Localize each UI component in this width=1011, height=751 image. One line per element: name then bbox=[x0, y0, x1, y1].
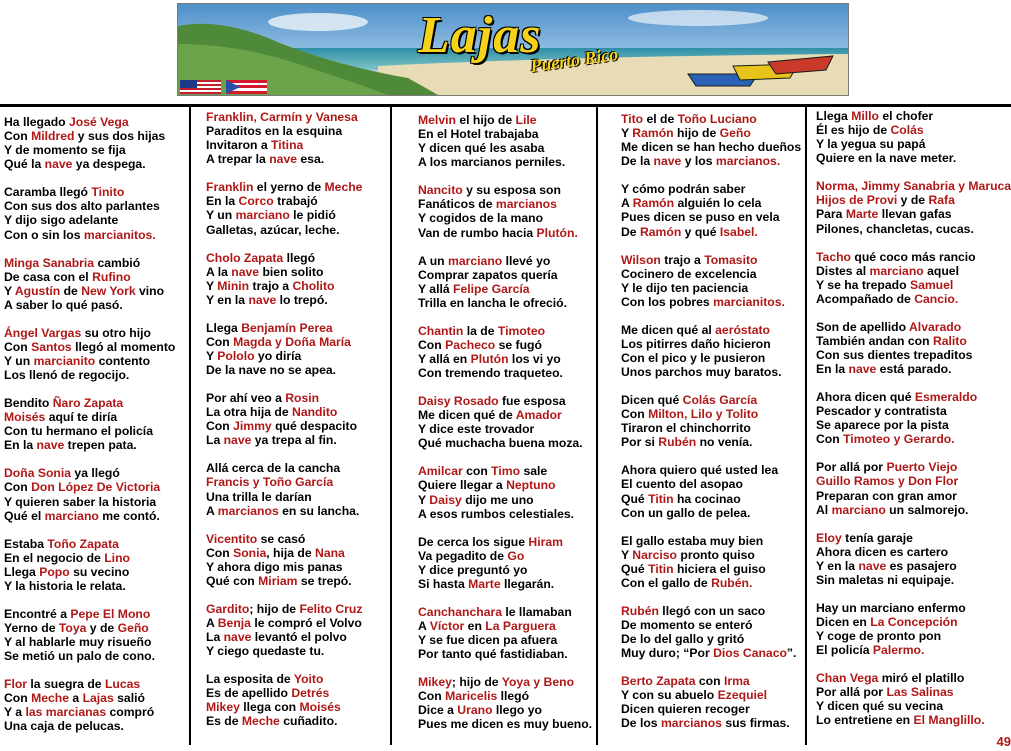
stanza bbox=[4, 677, 187, 733]
stanza bbox=[816, 250, 1009, 306]
verse-line: Galletas, azúcar, leche. bbox=[206, 222, 340, 237]
stanza bbox=[4, 326, 187, 382]
verse-line: Va pegadito de Go bbox=[418, 548, 525, 563]
stanza bbox=[4, 256, 187, 312]
stanza bbox=[621, 463, 803, 519]
stanza bbox=[418, 464, 594, 520]
verse-line: Son de apellido Alvarado bbox=[816, 319, 962, 334]
verse-line: Ángel Vargas su otro hijo bbox=[4, 325, 151, 340]
verse-line: Y se ha trepado Samuel bbox=[816, 277, 954, 292]
stanza bbox=[418, 394, 594, 450]
verse-line: Y Pololo yo diría bbox=[206, 348, 302, 363]
verse-line: Con Jimmy qué despacito bbox=[206, 419, 358, 434]
column-divider bbox=[189, 107, 191, 745]
verse-line: Por tanto qué fastidiaban. bbox=[418, 647, 568, 662]
verse-line: Nancito y su esposa son bbox=[418, 183, 561, 198]
verse-line: Los pitirres daño hicieron bbox=[621, 336, 771, 351]
verse-column-5 bbox=[816, 109, 1009, 745]
verse-line: Con Mildred y sus dos hijas bbox=[4, 129, 166, 144]
verse-line: Tito el de Toño Luciano bbox=[621, 112, 757, 126]
verse-line: Si hasta Marte llegarán. bbox=[418, 576, 555, 591]
verse-line: Pilones, chancletas, cucas. bbox=[816, 221, 974, 236]
verse-line: Franklin, Carmín y Vanesa bbox=[206, 110, 358, 124]
verse-line: Y dicen qué les asaba bbox=[418, 141, 545, 156]
verse-line: Por ahí veo a Rosin bbox=[206, 391, 320, 406]
verse-line: De los marcianos sus firmas. bbox=[621, 716, 790, 731]
stanza bbox=[621, 253, 803, 309]
stanza bbox=[418, 605, 594, 661]
verse-line: Minga Sanabria cambió bbox=[4, 255, 141, 270]
verse-line: Con sus dientes trepaditos bbox=[816, 347, 973, 362]
verse-line: Con Maricelis llegó bbox=[418, 689, 530, 704]
column-divider bbox=[596, 107, 598, 745]
usa-flag-icon bbox=[180, 80, 221, 94]
verse-line: Acompañado de Cancio. bbox=[816, 291, 959, 306]
verse-line: Y allá Felipe García bbox=[418, 281, 530, 296]
verse-line: Van de rumbo hacia Plutón. bbox=[418, 225, 578, 240]
stanza bbox=[418, 675, 594, 731]
verse-line: Y la historia le relata. bbox=[4, 578, 126, 593]
stanza bbox=[4, 115, 187, 171]
verse-line: El policía Palermo. bbox=[816, 643, 925, 658]
verse-line: Y en la nave lo trepó. bbox=[206, 292, 328, 307]
verse-line: A la nave bien solito bbox=[206, 264, 324, 279]
verse-line: La esposita de Yoito bbox=[206, 672, 324, 687]
verse-line: A un marciano llevé yo bbox=[418, 253, 551, 268]
verse-line: Por allá por Las Salinas bbox=[816, 685, 954, 700]
verse-line: Chantin la de Timoteo bbox=[418, 323, 546, 338]
verse-line: Sin maletas ni equipaje. bbox=[816, 572, 955, 587]
verse-line: Francis y Toño García bbox=[206, 475, 334, 490]
stanza bbox=[206, 321, 388, 377]
verse-line: Yerno de Toya y de Geño bbox=[4, 620, 149, 635]
stanza bbox=[621, 674, 803, 730]
verse-line: Con tremendo traqueteo. bbox=[418, 366, 563, 381]
verse-line: Y se fue dicen pa afuera bbox=[418, 633, 558, 648]
puerto-rico-flag-icon bbox=[226, 80, 267, 94]
verse-line: También andan con Ralito bbox=[816, 333, 967, 348]
verse-line: A Víctor en La Parguera bbox=[418, 618, 556, 633]
header-banner bbox=[177, 3, 849, 96]
stanza bbox=[206, 672, 388, 728]
verse-line: Qué Titin ha cocinao bbox=[621, 491, 741, 506]
stanza bbox=[621, 323, 803, 379]
verse-line: Lo entretiene en El Manglillo. bbox=[816, 713, 985, 728]
verse-line: Y cogidos de la mano bbox=[418, 211, 544, 226]
verse-line: Ahora dicen es cartero bbox=[816, 544, 949, 559]
verse-line: A esos rumbos celestiales. bbox=[418, 506, 575, 521]
verse-line: Con los pobres marcianitos. bbox=[621, 294, 785, 309]
verse-line: Dicen en La Concepción bbox=[816, 614, 958, 629]
verse-line: Qué el marciano me contó. bbox=[4, 508, 160, 523]
page-number: 49 bbox=[996, 734, 1011, 749]
verse-line: Con Santos llegó al momento bbox=[4, 339, 176, 354]
stanza bbox=[621, 393, 803, 449]
verse-line: Estaba Toño Zapata bbox=[4, 536, 119, 551]
verse-line: Con Pacheco se fugó bbox=[418, 337, 542, 352]
verse-line: Con tu hermano el policía bbox=[4, 424, 153, 439]
verse-line: Llega Millo el chofer bbox=[816, 109, 934, 123]
verse-line: En la nave está parado. bbox=[816, 362, 952, 377]
verse-line: De momento se enteró bbox=[621, 617, 753, 632]
verse-line: Y coge de pronto pon bbox=[816, 629, 942, 644]
verse-line: Dicen quieren recoger bbox=[621, 702, 750, 717]
stanza bbox=[816, 109, 1009, 165]
verse-line: Se metió un palo de cono. bbox=[4, 649, 156, 664]
verse-line: Una caja de pelucas. bbox=[4, 719, 124, 734]
verse-line: Con un gallo de pelea. bbox=[621, 505, 751, 520]
verse-line: Me dicen se han hecho dueños bbox=[621, 140, 802, 155]
stanza bbox=[4, 396, 187, 452]
verse-line: Y con su abuelo Ezequiel bbox=[621, 688, 768, 703]
stanza bbox=[4, 466, 187, 522]
stanza bbox=[418, 324, 594, 380]
verse-line: Hay un marciano enfermo bbox=[816, 600, 966, 615]
verse-line: Comprar zapatos quería bbox=[418, 267, 558, 282]
verse-line: A trepar la nave esa. bbox=[206, 152, 325, 167]
stanza bbox=[418, 535, 594, 591]
stanza bbox=[206, 391, 388, 447]
stanza bbox=[4, 607, 187, 663]
verse-line: Y dijo sigo adelante bbox=[4, 213, 119, 228]
verse-line: Vicentito se casó bbox=[206, 531, 306, 546]
verse-line: Me dicen qué de Amador bbox=[418, 408, 562, 423]
verse-line: Unos parchos muy baratos. bbox=[621, 365, 782, 380]
verse-line: Eloy tenía garaje bbox=[816, 530, 913, 545]
verse-line: Amilcar con Timo sale bbox=[418, 464, 548, 479]
verse-line: Y dice preguntó yo bbox=[418, 562, 528, 577]
verse-line: Encontré a Pepe El Mono bbox=[4, 606, 151, 621]
verse-line: El cuento del asopao bbox=[621, 477, 743, 492]
verse-line: Los llenó de regocijo. bbox=[4, 368, 130, 383]
verse-line: Qué muchacha buena moza. bbox=[418, 436, 583, 451]
verse-line: En el negocio de Lino bbox=[4, 550, 130, 565]
verse-line: Canchanchara le llamaban bbox=[418, 604, 572, 619]
verse-line: De casa con el Rufino bbox=[4, 269, 131, 284]
verse-line: Con Sonia, hija de Nana bbox=[206, 545, 345, 560]
verse-line: Invitaron a Titina bbox=[206, 138, 304, 153]
verse-line: Cocinero de excelencia bbox=[621, 266, 757, 281]
verse-line: Y ciego quedaste tu. bbox=[206, 644, 325, 659]
verse-column-2 bbox=[206, 110, 388, 746]
verse-line: Pues me dicen es muy bueno. bbox=[418, 717, 593, 732]
verse-line: Franklin el yerno de Meche bbox=[206, 180, 363, 195]
verse-line: Me dicen qué al aeróstato bbox=[621, 322, 771, 337]
verse-line: Con Timoteo y Gerardo. bbox=[816, 432, 955, 447]
verse-line: Y la yegua su papá bbox=[816, 137, 926, 152]
verse-line: Se aparece por la pista bbox=[816, 418, 949, 433]
verse-line: Fanáticos de marcianos bbox=[418, 197, 557, 212]
verse-line: Con Magda y Doña María bbox=[206, 334, 351, 349]
verse-line: Pues dicen se puso en vela bbox=[621, 210, 780, 225]
stanza bbox=[816, 320, 1009, 376]
verse-line: Berto Zapata con Irma bbox=[621, 674, 750, 689]
verse-column-4 bbox=[621, 112, 803, 748]
stanza bbox=[206, 602, 388, 658]
verse-line: De lo del gallo y gritó bbox=[621, 632, 745, 647]
verse-line: A los marcianos perniles. bbox=[418, 155, 566, 170]
verse-line: Y dicen qué su vecina bbox=[816, 699, 944, 714]
verse-line: Chan Vega miró el platillo bbox=[816, 671, 965, 686]
verse-line: Y ahora digo mis panas bbox=[206, 559, 343, 574]
verse-line: De la nave y los marcianos. bbox=[621, 154, 781, 169]
verse-line: Y Ramón hijo de Geño bbox=[621, 126, 751, 141]
banner-subtitle: Puerto Rico bbox=[528, 43, 620, 77]
verse-line: De la nave no se apea. bbox=[206, 363, 337, 378]
verse-line: Y de momento se fija bbox=[4, 143, 126, 158]
verse-line: Por si Rubén no venía. bbox=[621, 435, 753, 450]
verse-line: En el Hotel trabajaba bbox=[418, 127, 539, 142]
verse-line: Dicen qué Colás García bbox=[621, 393, 758, 408]
verse-line: Paraditos en la esquina bbox=[206, 124, 343, 139]
banner-title: Lajas bbox=[418, 7, 542, 64]
verse-line: Para Marte llevan gafas bbox=[816, 207, 952, 222]
verse-line: Y dice este trovador bbox=[418, 422, 535, 437]
verse-line: Y un marcianito contento bbox=[4, 353, 151, 368]
verse-line: Bendito Ñaro Zapata bbox=[4, 396, 124, 411]
verse-line: Pescador y contratista bbox=[816, 404, 947, 419]
verse-line: Hijos de Provi y de Rafa bbox=[816, 193, 955, 208]
verse-line: De cerca los sigue Hiram bbox=[418, 534, 563, 549]
verse-line: Mikey; hijo de Yoya y Beno bbox=[418, 675, 575, 690]
stanza bbox=[816, 531, 1009, 587]
verse-line: Al marciano un salmorejo. bbox=[816, 502, 969, 517]
verse-line: Guillo Ramos y Don Flor bbox=[816, 474, 959, 489]
column-divider bbox=[805, 107, 807, 745]
verse-line: Trilla en lancha le ofreció. bbox=[418, 295, 568, 310]
verse-line: Ahora dicen qué Esmeraldo bbox=[816, 390, 978, 405]
verse-line: Y Agustín de New York vino bbox=[4, 283, 165, 298]
verse-line: A marcianos en su lancha. bbox=[206, 503, 360, 518]
verse-line: Cholo Zapata llegó bbox=[206, 250, 316, 265]
stanza bbox=[621, 604, 803, 660]
verse-line: La nave ya trepa al fin. bbox=[206, 433, 337, 448]
header-rule bbox=[0, 104, 1011, 107]
stanza bbox=[816, 601, 1009, 657]
stanza bbox=[418, 113, 594, 169]
stanza bbox=[816, 460, 1009, 516]
column-divider bbox=[390, 107, 392, 745]
verse-line: Ahora quiero qué usted lea bbox=[621, 463, 779, 478]
verse-line: Ha llegado José Vega bbox=[4, 115, 129, 129]
verse-line: Qué con Miriam se trepó. bbox=[206, 573, 352, 588]
stanza bbox=[418, 183, 594, 239]
verse-line: Con sus dos alto parlantes bbox=[4, 199, 160, 214]
verse-line: Con Milton, Lilo y Tolito bbox=[621, 407, 759, 422]
verse-line: Distes al marciano aquel bbox=[816, 263, 959, 278]
verse-line: Y Minin trajo a Cholito bbox=[206, 278, 335, 293]
verse-line: Flor la suegra de Lucas bbox=[4, 677, 141, 692]
verse-line: De Ramón y qué Isabel. bbox=[621, 224, 758, 239]
verse-line: Qué la nave ya despega. bbox=[4, 157, 146, 172]
stanza bbox=[816, 671, 1009, 727]
verse-line: Y a las marcianas compró bbox=[4, 705, 155, 720]
verse-line: La nave levantó el polvo bbox=[206, 630, 347, 645]
stanza bbox=[621, 534, 803, 590]
verse-line: Y Narciso pronto quiso bbox=[621, 547, 755, 562]
verse-line: Una trilla le darían bbox=[206, 489, 312, 504]
stanza bbox=[206, 180, 388, 236]
stanza bbox=[4, 537, 187, 593]
verse-line: La otra hija de Nandito bbox=[206, 405, 338, 420]
verse-line: Quiere en la nave meter. bbox=[816, 151, 957, 166]
verse-line: Preparan con gran amor bbox=[816, 488, 957, 503]
verse-line: Con Don López De Victoria bbox=[4, 480, 161, 495]
verse-line: Quiere llegar a Neptuno bbox=[418, 478, 556, 493]
verse-line: Y le dijo ten paciencia bbox=[621, 280, 749, 295]
verse-line: Allá cerca de la cancha bbox=[206, 461, 341, 476]
verse-line: Es de Meche cuñadito. bbox=[206, 714, 338, 729]
verse-line: Llega Benjamín Perea bbox=[206, 320, 333, 335]
stanza bbox=[206, 110, 388, 166]
stanza bbox=[621, 182, 803, 238]
verse-column-1 bbox=[4, 115, 187, 751]
verse-line: Y al hablarle muy risueño bbox=[4, 635, 152, 650]
verse-line: Con o sin los marcianitos. bbox=[4, 227, 156, 242]
verse-line: Tiraron el chinchorrito bbox=[621, 421, 751, 436]
verse-line: Muy duro; “Por Dios Canaco”. bbox=[621, 646, 797, 661]
stanza bbox=[4, 185, 187, 241]
verse-line: Daisy Rosado fue esposa bbox=[418, 394, 566, 409]
stanza bbox=[621, 112, 803, 168]
verse-line: Y quieren saber la historia bbox=[4, 494, 157, 509]
stanza bbox=[206, 461, 388, 517]
stanza bbox=[206, 532, 388, 588]
stanza bbox=[418, 254, 594, 310]
verse-line: Llega Popo su vecino bbox=[4, 564, 130, 579]
stanza bbox=[816, 390, 1009, 446]
verse-line: Wilson trajo a Tomasito bbox=[621, 252, 758, 267]
verse-line: Con Meche a Lajas salió bbox=[4, 691, 145, 706]
verse-line: Y en la nave es pasajero bbox=[816, 558, 957, 573]
verse-line: Norma, Jimmy Sanabria y Maruca bbox=[816, 179, 1011, 194]
verse-line: Con el gallo de Rubén. bbox=[621, 575, 753, 590]
verse-line: Tacho qué coco más rancio bbox=[816, 249, 976, 264]
verse-line: El gallo estaba muy bien bbox=[621, 533, 764, 548]
verse-line: Es de apellido Detrés bbox=[206, 686, 330, 701]
verse-line: Y Daisy dijo me uno bbox=[418, 492, 534, 507]
verse-line: Melvin el hijo de Lile bbox=[418, 113, 537, 127]
verse-line: Qué Titin hiciera el guiso bbox=[621, 561, 766, 576]
verse-line: A Benja le compró el Volvo bbox=[206, 615, 362, 630]
verse-line: Con el pico y le pusieron bbox=[621, 350, 766, 365]
verse-line: Por allá por Puerto Viejo bbox=[816, 460, 958, 475]
verse-line: En la Corco trabajó bbox=[206, 194, 318, 209]
verse-line: Mikey llega con Moisés bbox=[206, 700, 341, 715]
verse-line: Él es hijo de Colás bbox=[816, 123, 924, 138]
verse-line: A Ramón alguién lo cela bbox=[621, 196, 762, 211]
verse-line: Doña Sonia ya llegó bbox=[4, 466, 120, 481]
stanza bbox=[816, 179, 1009, 235]
verse-column-3 bbox=[418, 113, 594, 749]
verse-line: En la nave trepen pata. bbox=[4, 438, 137, 453]
verse-line: Gardito; hijo de Felito Cruz bbox=[206, 601, 363, 616]
verse-line: Rubén llegó con un saco bbox=[621, 603, 766, 618]
stanza bbox=[206, 251, 388, 307]
verse-line: Y allá en Plutón los vi yo bbox=[418, 351, 561, 366]
verse-line: A saber lo qué pasó. bbox=[4, 297, 123, 312]
verse-line: Y un marciano le pidió bbox=[206, 208, 336, 223]
verse-line: Y cómo podrán saber bbox=[621, 182, 746, 197]
verse-line: Caramba llegó Tinito bbox=[4, 185, 125, 200]
verse-line: Moisés aquí te diría bbox=[4, 410, 118, 425]
verse-line: Dice a Urano llego yo bbox=[418, 703, 542, 718]
